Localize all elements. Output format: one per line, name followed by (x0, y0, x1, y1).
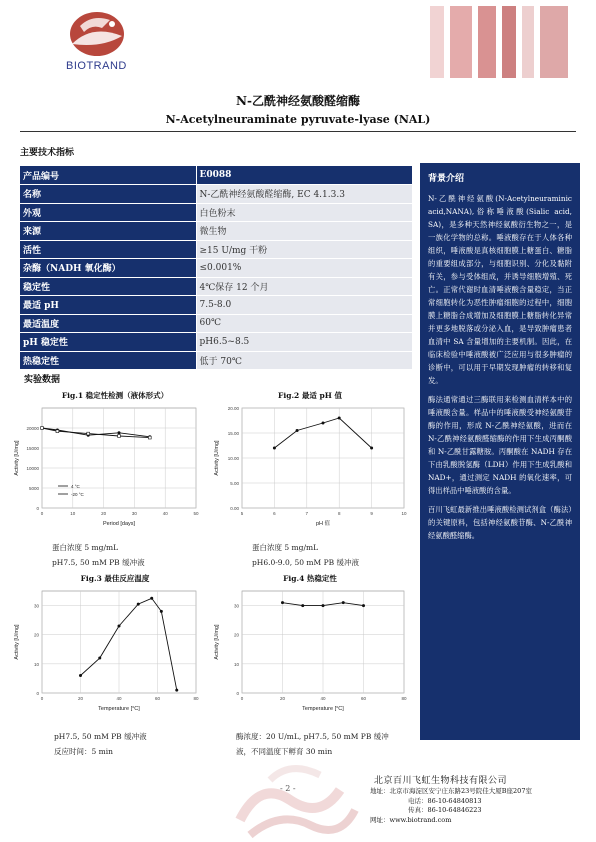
spec-row (20, 351, 412, 370)
y-tick-label: 0 (236, 691, 239, 696)
y-tick-label: 10.00 (227, 456, 239, 461)
y-tick-label: 15000 (26, 446, 39, 451)
spec-value: 微生物 (196, 222, 412, 241)
spec-key: 稳定性 (20, 277, 196, 296)
spec-key: 热稳定性 (20, 351, 196, 370)
x-tick-label: 8 (337, 511, 341, 516)
caption-line: 蛋白浓度 5 mg/mL (252, 543, 319, 552)
spec-row (20, 166, 412, 185)
biotrand-logo-icon (62, 6, 132, 64)
x-tick-label: 20 (279, 696, 286, 701)
spec-key: pH 稳定性 (20, 333, 196, 352)
y-tick-label: 20 (33, 632, 39, 638)
caption-line: pH7.5, 50 mM PB 缓冲液 (54, 732, 147, 741)
y-tick-label: 5.00 (230, 481, 239, 486)
data-point (150, 597, 153, 600)
fax-line: 传真：86-10-64846223 (408, 806, 482, 814)
x-tick-label: 60 (154, 696, 161, 701)
data-point (98, 657, 101, 660)
chart-title: Fig.1 稳定性检测（液体形式） (61, 391, 169, 400)
data-point (87, 432, 90, 435)
background-sidebar (420, 163, 580, 740)
optimal-temperature-chart (8, 583, 204, 715)
x-tick-label: 20 (101, 511, 107, 516)
chart-title: Fig.2 最适 pH 值 (278, 391, 342, 400)
optimal-ph-chart (208, 400, 412, 530)
data-point (56, 430, 59, 433)
data-point (338, 417, 341, 420)
spec-key: 外观 (20, 203, 196, 222)
x-axis-label: Period [days] (102, 521, 136, 527)
x-tick-label: 6 (273, 511, 276, 516)
data-point (273, 447, 276, 450)
data-point (79, 674, 82, 677)
spec-row (20, 185, 412, 204)
spec-value: 低于 70℃ (196, 351, 412, 370)
brand-name: BIOTRAND (66, 60, 127, 72)
legend-label: 4 °C (71, 484, 80, 489)
spec-value: N-乙酰神经氨酸醛缩酶, EC 4.1.3.3 (196, 185, 412, 204)
spec-row (20, 203, 412, 222)
spec-table (20, 166, 412, 370)
data-point (301, 604, 304, 607)
data-point (118, 435, 121, 438)
x-tick-label: 20 (77, 696, 84, 701)
caption-line: 液，不同温度下孵育 30 min (236, 747, 333, 756)
x-tick-label: 7 (305, 511, 309, 516)
data-point (370, 447, 373, 450)
x-tick-label: 50 (193, 511, 199, 516)
caption-line: pH7.5, 50 mM PB 缓冲液 (52, 558, 145, 567)
x-axis-label: Temperature [°C] (98, 706, 140, 712)
sidebar-paragraph: N-乙酰神经氨酸(N-Acetylneuraminic acid,NANA),俗称唾液酸(Sialic acid, SA)，是多种天然神经氨酸衍生物之一，是一族化学物的总称。唾液酸存在于人体各种组织，唾液酸是真核细胞膜上糖蛋白、糖脂的重要组成部分，与细胞识别、分化及黏附有关，参与受体组成，并诱导细胞增殖、死亡。正常代谢时血清唾液酸含量稳定，当正常细胞转化为恶性肿瘤细胞的过程中，细胞膜上糖脂合成增加及细胞膜上糖脂转化异常并更多地脱落或分泌入血，是导致肿瘤患者血清中 SA 含量增加的主要机制。因此，在临床检验中唾液酸被广泛应用与很多肿瘤的诊断中，可以用于早期发现肿瘤的转移和复发。 (428, 194, 572, 385)
spec-key: 最适 pH (20, 296, 196, 315)
spec-value: 4℃保存 12 个月 (196, 277, 412, 296)
spec-key: 产品编号 (20, 166, 196, 185)
chart-caption (52, 540, 145, 570)
data-point (281, 601, 284, 604)
chart-caption (252, 540, 359, 570)
spec-value: E0088 (196, 166, 412, 185)
data-point (342, 601, 345, 604)
caption-line: 蛋白浓度 5 mg/mL (52, 543, 119, 552)
y-tick-label: 0 (36, 691, 39, 696)
contact-block (370, 787, 580, 825)
y-tick-label: 5000 (28, 486, 39, 491)
spec-key: 最适温度 (20, 314, 196, 333)
spec-value: ≥15 U/mg 干粉 (196, 240, 412, 259)
sidebar-paragraph: 百川飞虹最新推出唾液酸检测试剂盒（酶法）的关键原料，包括神经氨酸苷酶、N-乙酰神经氨酸醛缩酶。 (428, 505, 572, 540)
spec-row (20, 333, 412, 352)
y-axis-label: Activity [U/mg] (214, 440, 220, 476)
y-tick-label: 15.00 (227, 431, 239, 436)
spec-row (20, 259, 412, 278)
data-point (160, 610, 163, 613)
x-tick-label: 40 (162, 511, 168, 516)
spec-value: 7.5-8.0 (196, 296, 412, 315)
data-point (322, 422, 325, 425)
x-tick-label: 0 (40, 511, 44, 516)
data-point (148, 436, 151, 439)
x-axis-label: pH 值 (315, 521, 331, 527)
x-tick-label: 30 (131, 511, 137, 516)
spec-row (20, 314, 412, 333)
x-tick-label: 60 (360, 696, 367, 701)
spec-key: 名称 (20, 185, 196, 204)
x-tick-label: 80 (401, 696, 407, 701)
x-tick-label: 10 (70, 511, 76, 516)
chart-title: Fig.4 热稳定性 (283, 574, 337, 583)
data-point (362, 604, 365, 607)
page-number: - 2 - (280, 784, 296, 793)
data-point (118, 624, 121, 627)
y-tick-label: 10000 (26, 466, 39, 471)
y-tick-label: 0.00 (230, 506, 239, 511)
x-tick-label: 9 (370, 511, 373, 516)
spec-row (20, 277, 412, 296)
y-tick-label: 20 (233, 632, 239, 638)
y-axis-label: Activity [U/mg] (14, 624, 20, 660)
data-point (137, 603, 140, 606)
data-point (322, 604, 325, 607)
plot-area (42, 408, 196, 508)
thermal-stability-chart (208, 583, 412, 715)
chart-title: Fig.3 最佳反应温度 (80, 574, 150, 583)
data-point (41, 427, 44, 430)
x-tick-label: 0 (240, 696, 244, 701)
x-tick-label: 10 (401, 511, 407, 516)
y-tick-label: 20.00 (227, 406, 239, 411)
spec-value: ≤0.001% (196, 259, 412, 278)
data-point (118, 431, 121, 434)
phone-line: 电话：86-10-64840813 (408, 796, 482, 805)
spec-row (20, 222, 412, 241)
y-tick-label: 20000 (26, 426, 39, 431)
x-tick-label: 80 (193, 696, 199, 701)
legend-label: -20 °C (71, 492, 84, 497)
website-line: 网址：www.biotrand.com (370, 815, 452, 824)
company-name: 北京百川飞虹生物科技有限公司 (374, 776, 508, 786)
sidebar-paragraph: 酶法通常通过三酶联用来检测血清样本中的唾液酸含量。样品中的唾液酸受神经氨酸苷酶的作用，形成 N-乙酰神经氨酸，进而在 N-乙酰神经氨酸醛缩酶的作用下生成丙酮酸和 N-乙酰甘露糖胺。丙酮酸在 NADH 存在下由乳酸脱氢酶（LDH）作用下生成乳酸和 NAD+，通过测定 NADH 的氧化速率，可得出样品中唾液酸的含量。 (428, 395, 572, 495)
spec-key: 杂酶（NADH 氧化酶） (20, 259, 196, 278)
x-tick-label: 0 (40, 696, 44, 701)
caption-line: 反应时间：5 min (54, 747, 113, 756)
experiment-section-title: 实验数据 (24, 375, 61, 385)
caption-line: pH6.0-9.0, 50 mM PB 缓冲液 (252, 558, 360, 567)
x-axis-label: Temperature [°C] (302, 706, 344, 712)
address-line: 地址：北京市海淀区安宁庄东路23号院佳大厦B座207室 (370, 787, 532, 795)
y-tick-label: 30 (233, 603, 239, 609)
x-tick-label: 40 (320, 696, 326, 701)
y-tick-label: 0 (36, 506, 39, 511)
y-tick-label: 30 (33, 603, 39, 609)
sidebar-title: 背景介绍 (428, 174, 465, 184)
y-axis-label: Activity [U/mg] (214, 624, 220, 660)
divider (20, 131, 576, 132)
y-tick-label: 10 (233, 661, 239, 667)
y-axis-label: Activity [U/mg] (14, 440, 20, 476)
caption-line: 酶浓度：20 U/mL, pH7.5, 50 mM PB 缓冲 (236, 732, 389, 741)
spec-value: pH6.5~8.5 (196, 333, 412, 352)
spec-key: 来源 (20, 222, 196, 241)
page-title-zh: N-乙酰神经氨酸醛缩酶 (236, 94, 360, 108)
spec-value: 白色粉末 (196, 203, 412, 222)
data-point (175, 689, 178, 692)
x-tick-label: 40 (116, 696, 122, 701)
data-point (296, 429, 299, 432)
header-decoration-icon (420, 6, 580, 78)
y-tick-label: 10 (33, 661, 39, 667)
spec-row (20, 240, 412, 259)
x-tick-label: 5 (240, 511, 244, 516)
page-title-en: N-Acetylneuraminate pyruvate-lyase (NAL) (165, 113, 431, 126)
stability-chart (8, 400, 204, 530)
spec-key: 活性 (20, 240, 196, 259)
specs-section-title: 主要技术指标 (20, 148, 75, 158)
spec-row (20, 296, 412, 315)
spec-value: 60℃ (196, 314, 412, 333)
chart-caption (54, 729, 147, 759)
